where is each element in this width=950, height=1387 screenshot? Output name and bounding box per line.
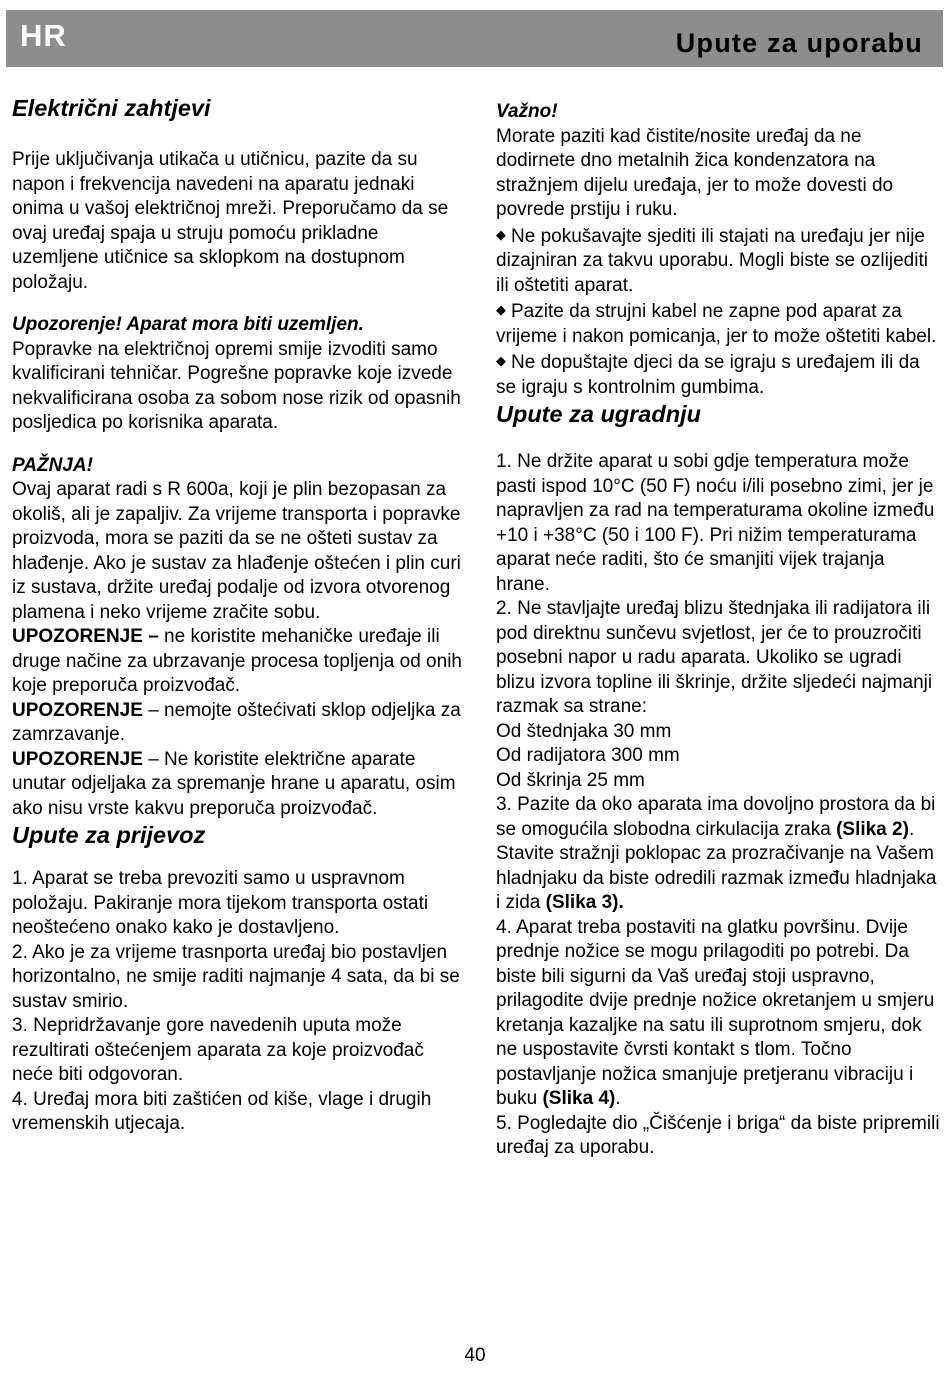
distance-chest: Od škrinja 25 mm <box>496 769 645 791</box>
figure-reference: (Slika 3). <box>545 892 624 913</box>
diamond-bullet-icon: ◆ <box>496 302 506 317</box>
diamond-bullet-icon: ◆ <box>496 353 506 368</box>
diamond-bullet-icon: ◆ <box>496 226 506 242</box>
section-title-transport: Upute za prijevoz <box>12 822 206 848</box>
bullet-item: ◆ Ne pokušavajte sjediti ili stajati na uređaju jer nije dizajniran za takvu uporabu. Mogli biste se ozlijediti ili oštetiti aparat. <box>496 225 928 296</box>
warning-body: Popravke na električnoj opremi smije izvoditi samo kvalificirani tehničar. Pogrešne popravke koje izvede nekvalificirana osoba za sobom nose rizik od opasnih posljedica po korisnika aparata. <box>12 338 461 433</box>
electrical-paragraph: Prije uključivanja utikača u utičnicu, pazite da su napon i frekvencija navedeni na aparatu jednaki onima u vašoj električnoj mreži. Preporučamo da se ovaj uređaj spaja u struju pomoću prikladne uzemljene utičnice sa sklopkom na dostupnom položaju. <box>12 149 449 293</box>
warning-label: UPOZORENJE <box>12 699 143 721</box>
warning-label: UPOZORENJE <box>12 748 143 770</box>
distance-radiator: Od radijatora 300 mm <box>496 745 680 766</box>
left-column <box>12 94 467 1137</box>
transport-item-1: 1. Aparat se treba prevoziti samo u uspravnom položaju. Pakiranje mora tijekom transporta ostati neoštećeno onako kako je dostavljeno. <box>12 868 429 938</box>
page-number: 40 <box>464 1345 486 1366</box>
installation-item-3: 3. Pazite da oko aparata ima dovoljno prostora da bi se omogućila slobodna cirkulacija zraka (Slika 2). <box>496 794 936 840</box>
warning-label: UPOZORENJE – <box>12 626 159 647</box>
warning-paragraph-1 <box>12 625 467 699</box>
attention-heading: PAŽNJA! <box>12 454 93 476</box>
transport-item-3: 3. Nepridržavanje gore navedenih uputa može rezultirati oštećenjem aparata za koje proizvođač neće biti odgovoran. <box>12 1015 424 1085</box>
warning-text: – nemojte oštećivati sklop odjeljka za zamrzavanje. <box>12 699 461 745</box>
warning-text: – Ne koristite električne aparate unutar odjeljaka za spremanje hrane u aparatu, osim ako nisu vrste kakvu preporuča proizvođač. <box>12 748 456 819</box>
manual-title: Upute za uporabu <box>675 28 923 58</box>
bullet-item: ◆ Pazite da strujni kabel ne zapne pod aparat za vrijeme i nakon pomicanja, jer to može oštetiti kabel. <box>496 301 937 347</box>
right-column <box>496 100 941 1161</box>
bullet-item: ◆ Ne dopuštajte djeci da se igraju s uređajem ili da se igraju s kontrolnim gumbima. <box>496 352 920 398</box>
transport-item-4: 4. Uređaj mora biti zaštićen od kiše, vlage i drugih vremenskih utjecaja. <box>12 1088 432 1134</box>
distance-stove: Od štednjaka 30 mm <box>496 720 672 742</box>
transport-item-2: 2. Ako je za vrijeme trasnporta uređaj bio postavljen horizontalno, ne smije raditi najmanje 4 sata, da bi se sustav smirio. <box>12 941 460 1012</box>
installation-item-5: 5. Pogledajte dio „Čišćenje i briga“ da biste pripremili uređaj za uporabu. <box>496 1112 940 1158</box>
warning-paragraph-3 <box>12 748 467 822</box>
important-body: Morate paziti kad čistite/nosite uređaj da ne dodirnete dno metalnih žica kondenzatora na stražnjem dijelu uređaja, jer to može dovesti do povrede prstiju i ruku. <box>496 125 894 220</box>
installation-item-1: 1. Ne držite aparat u sobi gdje temperatura može pasti ispod 10°C (50 F) noću i/ili posebno zimi, jer je napravljen za rad na temperaturama okoline između +10 i +38°C (50 i 100 F). Pri nižim temperaturama aparat neće raditi, što će smanjiti vijek trajanja hrane. <box>496 451 935 595</box>
section-title-installation: Upute za ugradnju <box>496 401 701 427</box>
installation-item-2: 2. Ne stavljajte uređaj blizu štednjaka ili radijatora ili pod direktnu sunčevu svjetlost, jer će to prouzročiti posebni napor u radu aparata. Ukoliko se ugradi blizu izvora topline ili škrinje, držite sljedeći najmanji razmak sa strane: <box>496 598 933 717</box>
warning-text: ne koristite mehaničke uređaje ili druge načine za ubrzavanje procesa topljenja od onih koje preporuča proizvođač. <box>12 626 462 696</box>
attention-body: Ovaj aparat radi s R 600a, koji je plin bezopasan za okoliš, ali je zapaljiv. Za vrijeme transporta i popravke proizvoda, mora se paziti da se ne ošteti sustav za hlađenje. Ako je sustav za hlađenje oštećen i plin curi iz sustava, držite uređaj podalje od izvora otvorenog plamena i neko vrijeme zračite sobu. <box>12 479 461 623</box>
important-heading: Važno! <box>496 101 558 122</box>
installation-item-3b: Stavite stražnji poklopac za prozračivanje na Vašem hladnjaku da biste odredili razmak između hladnjaka i zida (Slika 3). <box>496 843 937 913</box>
language-code: HR <box>20 18 67 53</box>
section-title-electrical: Električni zahtjevi <box>12 95 211 121</box>
header-bar <box>6 10 943 67</box>
figure-reference: (Slika 4) <box>542 1088 616 1109</box>
figure-reference: (Slika 2) <box>836 818 909 840</box>
warning-paragraph-2 <box>12 699 467 748</box>
warning-heading: Upozorenje! Aparat mora biti uzemljen. <box>12 314 364 335</box>
installation-item-4: 4. Aparat treba postaviti na glatku površinu. Dvije prednje nožice se mogu prilagoditi po potrebi. Da biste bili sigurni da Vaš uređaj stoji uspravno, prilagodite dvije prednje nožice okretanjem u smjeru kretanja kazaljke na satu ili suprotnom smjeru, dok ne uspostavite čvrsti kontakt s tlom. Točno postavljanje nožica smanjuje pretjeranu vibraciju i buku (Slika 4). <box>496 916 935 1109</box>
